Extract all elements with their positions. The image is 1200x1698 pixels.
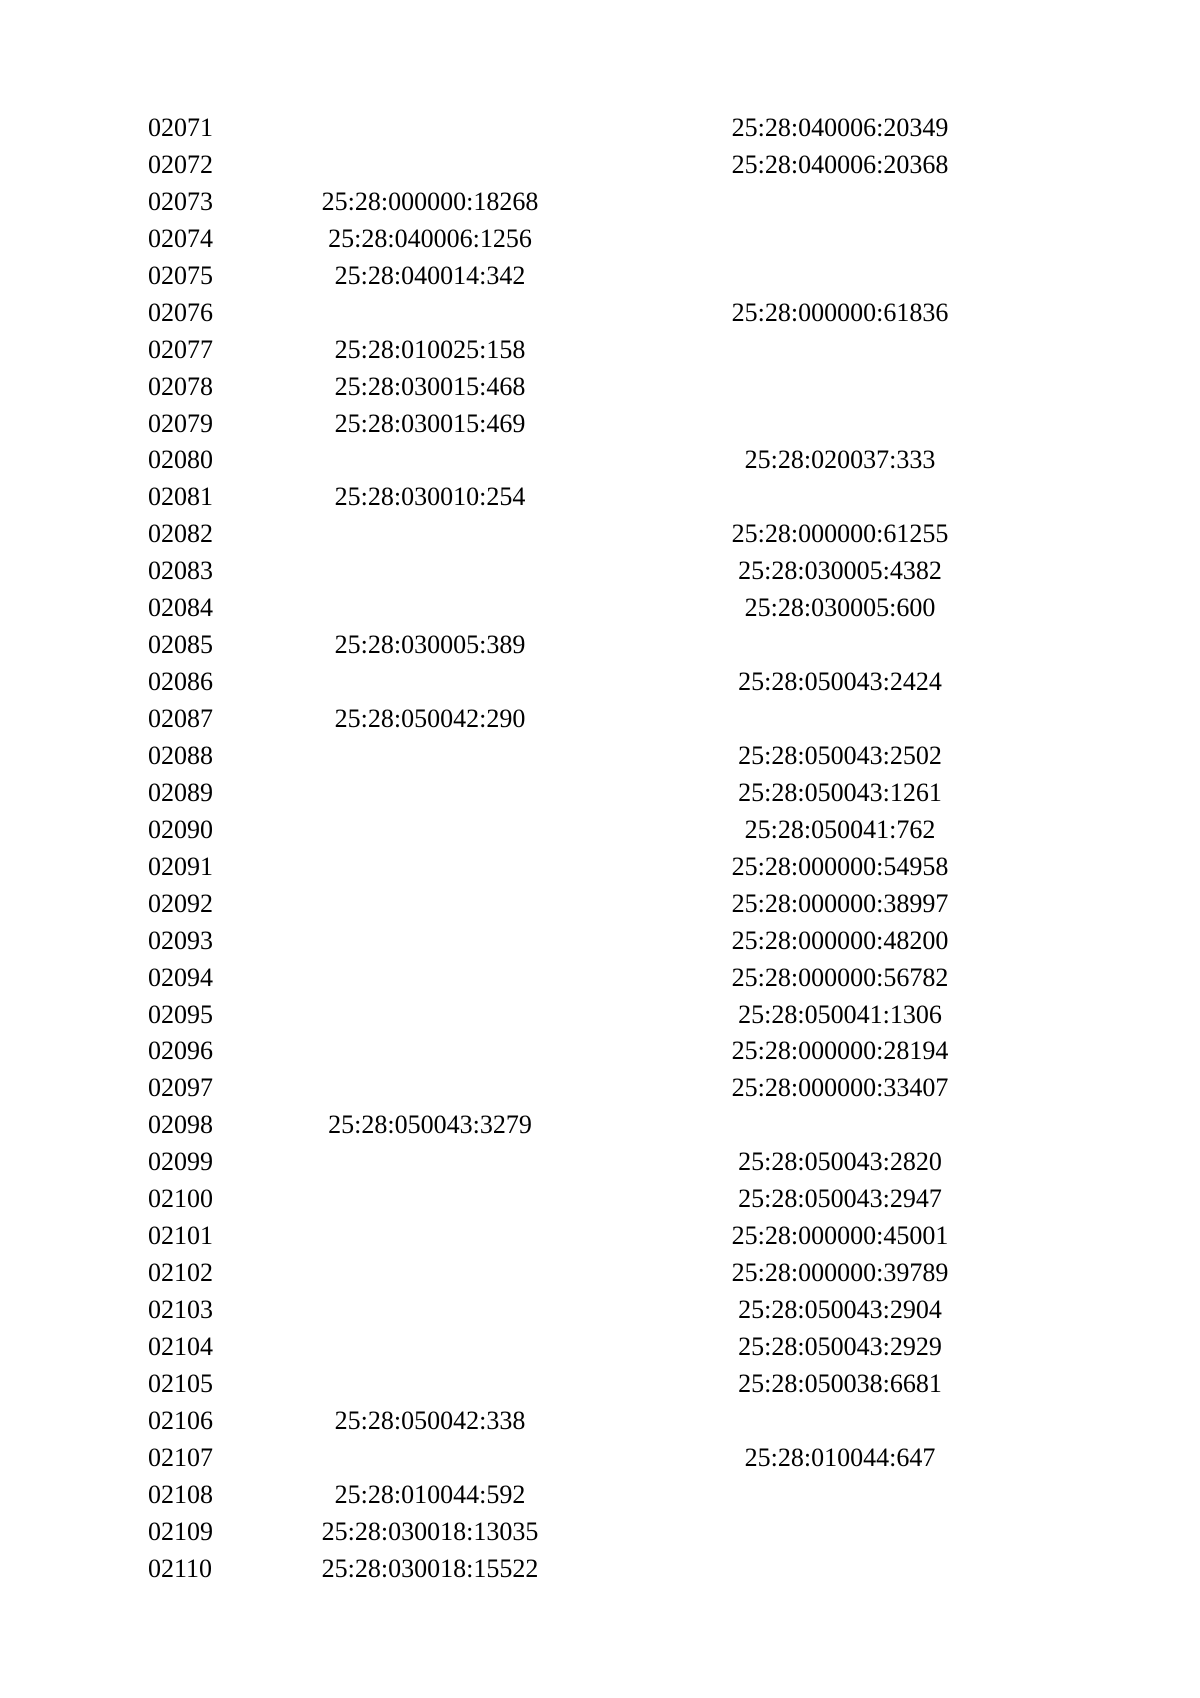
cadastral-number-left: 25:28:010025:158: [334, 334, 526, 364]
cadastral-number-right: 25:28:000000:48200: [731, 925, 949, 955]
row-number: 02091: [148, 851, 213, 881]
row-number: 02085: [148, 630, 213, 660]
cadastral-number-left: 25:28:040014:342: [334, 260, 526, 290]
cadastral-number-left: 25:28:040006:1256: [328, 223, 532, 253]
cadastral-number-right: 25:28:030005:600: [744, 593, 936, 623]
table-row: [0, 1292, 1200, 1329]
row-number: 02107: [148, 1442, 213, 1472]
row-number: 02082: [148, 519, 213, 549]
row-number: 02103: [148, 1295, 213, 1324]
row-number: 02097: [148, 1073, 213, 1103]
table-row: [0, 258, 1200, 295]
row-number: 02084: [148, 593, 213, 623]
table-row: [0, 775, 1200, 812]
cadastral-number-right: 25:28:000000:56782: [731, 962, 949, 992]
row-number: 02104: [148, 1331, 213, 1361]
cadastral-number-right: 25:28:040006:20349: [731, 113, 949, 142]
row-number: 02110: [148, 1553, 213, 1583]
row-number: 02083: [148, 556, 213, 586]
table-row: [0, 1366, 1200, 1403]
table-row: [0, 1033, 1200, 1070]
row-number: 02071: [148, 113, 213, 142]
table-row: [0, 812, 1200, 849]
row-number: 02076: [148, 297, 213, 327]
row-number: 02100: [148, 1184, 213, 1214]
cadastral-number-table: [0, 110, 1200, 1588]
row-number: 02073: [148, 186, 213, 216]
table-row: [0, 923, 1200, 960]
row-number: 02079: [148, 408, 213, 438]
table-row: [0, 738, 1200, 775]
cadastral-number-right: 25:28:050041:762: [744, 814, 936, 844]
cadastral-number-right: 25:28:000000:61255: [731, 519, 949, 549]
row-number: 02080: [148, 445, 213, 475]
row-number: 02074: [148, 223, 213, 253]
row-number: 02093: [148, 925, 213, 955]
table-row: [0, 406, 1200, 443]
row-number: 02086: [148, 667, 213, 697]
table-row: [0, 332, 1200, 369]
cadastral-number-right: 25:28:050038:6681: [738, 1368, 942, 1398]
table-row: [0, 590, 1200, 627]
cadastral-number-right: 25:28:040006:20368: [731, 149, 949, 179]
cadastral-number-right: 25:28:000000:45001: [731, 1221, 949, 1251]
row-number: 02099: [148, 1147, 213, 1177]
cadastral-number-right: 25:28:050043:2929: [738, 1331, 942, 1361]
row-number: 02072: [148, 149, 213, 179]
cadastral-number-left: 25:28:050042:290: [334, 704, 526, 733]
row-number: 02106: [148, 1405, 213, 1435]
table-row: [0, 1514, 1200, 1551]
cadastral-number-right: 25:28:000000:61836: [731, 297, 949, 327]
row-number: 02087: [148, 704, 213, 733]
table-row: [0, 479, 1200, 516]
cadastral-number-right: 25:28:000000:38997: [731, 888, 949, 918]
table-row: [0, 1255, 1200, 1292]
table-row: [0, 664, 1200, 701]
row-number: 02094: [148, 962, 213, 992]
cadastral-number-left: 25:28:030005:389: [334, 630, 526, 660]
table-row: [0, 1107, 1200, 1144]
table-row: [0, 369, 1200, 406]
row-number: 02078: [148, 371, 213, 401]
cadastral-number-right: 25:28:050043:2820: [738, 1147, 942, 1177]
cadastral-number-left: 25:28:050042:338: [334, 1405, 526, 1435]
table-row: [0, 442, 1200, 479]
row-number: 02092: [148, 888, 213, 918]
cadastral-number-right: 25:28:050043:2904: [738, 1295, 942, 1324]
cadastral-number-right: 25:28:020037:333: [744, 445, 936, 475]
cadastral-number-left: 25:28:050043:3279: [328, 1110, 532, 1140]
row-number: 02077: [148, 334, 213, 364]
table-row: [0, 960, 1200, 997]
row-number: 02075: [148, 260, 213, 290]
table-row: [0, 184, 1200, 221]
table-row: [0, 1403, 1200, 1440]
row-number: 02096: [148, 1036, 213, 1066]
row-number: 02095: [148, 999, 213, 1029]
cadastral-number-left: 25:28:030010:254: [334, 482, 526, 512]
table-row: [0, 147, 1200, 184]
cadastral-number-right: 25:28:050043:2502: [738, 740, 942, 770]
row-number: 02081: [148, 482, 213, 512]
cadastral-number-right: 25:28:050043:1261: [738, 777, 942, 807]
cadastral-number-left: 25:28:000000:18268: [321, 186, 539, 216]
table-row: [0, 295, 1200, 332]
row-number: 02109: [148, 1516, 213, 1546]
table-row: [0, 1329, 1200, 1366]
row-number: 02090: [148, 814, 213, 844]
cadastral-number-left: 25:28:030018:13035: [321, 1516, 539, 1546]
cadastral-number-left: 25:28:030015:468: [334, 371, 526, 401]
cadastral-number-right: 25:28:030005:4382: [738, 556, 942, 586]
table-row: [0, 1181, 1200, 1218]
table-row: [0, 997, 1200, 1034]
cadastral-number-right: 25:28:050043:2424: [738, 667, 942, 697]
table-row: [0, 1477, 1200, 1514]
table-row: [0, 1144, 1200, 1181]
cadastral-number-right: 25:28:000000:33407: [731, 1073, 949, 1103]
table-row: [0, 849, 1200, 886]
row-number: 02102: [148, 1258, 213, 1288]
table-row: [0, 1070, 1200, 1107]
cadastral-number-right: 25:28:000000:28194: [731, 1036, 949, 1066]
table-row: [0, 553, 1200, 590]
table-row: [0, 627, 1200, 664]
cadastral-number-right: 25:28:050043:2947: [738, 1184, 942, 1214]
cadastral-number-left: 25:28:010044:592: [334, 1479, 526, 1509]
table-row: [0, 221, 1200, 258]
table-row: [0, 886, 1200, 923]
cadastral-number-left: 25:28:030018:15522: [321, 1553, 539, 1583]
table-row: [0, 516, 1200, 553]
row-number: 02089: [148, 777, 213, 807]
row-number: 02088: [148, 740, 213, 770]
table-row: [0, 1440, 1200, 1477]
row-number: 02105: [148, 1368, 213, 1398]
table-row: [0, 110, 1200, 147]
table-row: [0, 1551, 1200, 1588]
cadastral-number-right: 25:28:000000:54958: [731, 851, 949, 881]
cadastral-number-right: 25:28:000000:39789: [731, 1258, 949, 1288]
cadastral-number-right: 25:28:050041:1306: [738, 999, 942, 1029]
row-number: 02098: [148, 1110, 213, 1140]
row-number: 02108: [148, 1479, 213, 1509]
table-row: [0, 701, 1200, 738]
table-row: [0, 1218, 1200, 1255]
cadastral-number-right: 25:28:010044:647: [744, 1442, 936, 1472]
row-number: 02101: [148, 1221, 213, 1251]
cadastral-number-left: 25:28:030015:469: [334, 408, 526, 438]
